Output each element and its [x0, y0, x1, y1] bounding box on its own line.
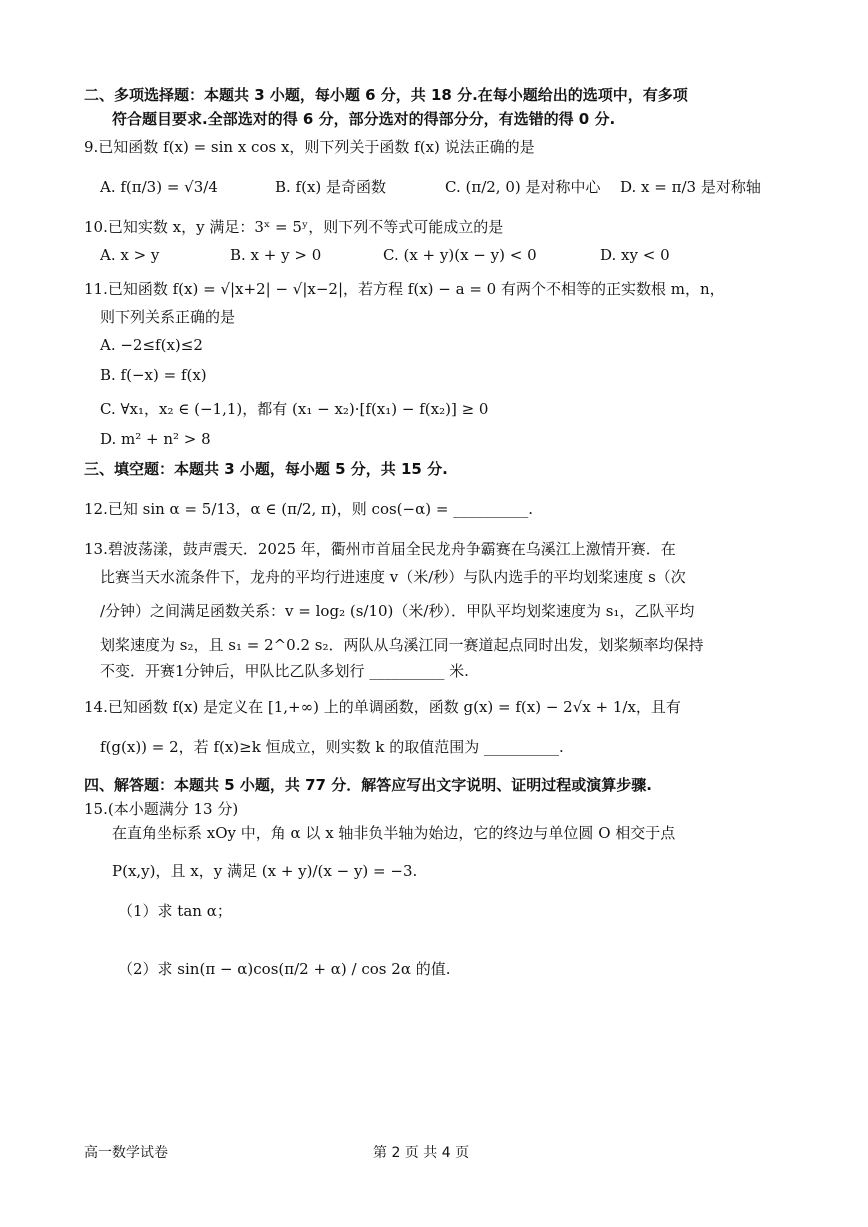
q9-stem: 9.已知函数 f(x) = sin x cos x，则下列关于函数 f(x) 说法正确的是 — [84, 138, 535, 156]
q15-title: 15.(本小题满分 13 分) — [84, 800, 239, 818]
q13-line3: /分钟）之间满足函数关系：v = log₂ (s/10)（米/秒）．甲队平均划桨速度为 s₁，乙队平均 — [100, 602, 695, 620]
q11-option-c: C. ∀x₁，x₂ ∈ (−1,1)，都有 (x₁ − x₂)·[f(x₁) − f(x₂)] ≥ 0 — [100, 400, 489, 418]
q10-option-c: C. (x + y)(x − y) < 0 — [383, 246, 537, 264]
q12-stem: 12.已知 sin α = 5/13，α ∈ (π/2, π)，则 cos(−α) = __________. — [84, 500, 533, 518]
q11-stem-line1: 11.已知函数 f(x) = √|x+2| − √|x−2|，若方程 f(x) − a = 0 有两个不相等的正实数根 m，n， — [84, 280, 725, 298]
q15-line1: 在直角坐标系 xOy 中，角 α 以 x 轴非负半轴为始边，它的终边与单位圆 O 相交于点 — [112, 824, 676, 842]
q14-line2: f(g(x)) = 2，若 f(x)≥k 恒成立，则实数 k 的取值范围为 __________. — [100, 738, 564, 756]
q9-option-b: B. f(x) 是奇函数 — [275, 178, 387, 196]
q13-line2: 比赛当天水流条件下，龙舟的平均行进速度 v（米/秒）与队内选手的平均划桨速度 s（次 — [100, 568, 686, 586]
q11-option-d: D. m² + n² > 8 — [100, 430, 211, 448]
q15-part2: （2）求 sin(π − α)cos(π/2 + α) / cos 2α 的值. — [118, 960, 451, 978]
q9-option-d: D. x = π/3 是对称轴 — [620, 178, 761, 196]
q13-line4: 划桨速度为 s₂，且 s₁ = 2^0.2 s₂．两队从乌溪江同一赛道起点同时出发，划桨频率均保持 — [100, 636, 704, 654]
q14-line1: 14.已知函数 f(x) 是定义在 [1,+∞) 上的单调函数，函数 g(x) = f(x) − 2√x + 1/x，且有 — [84, 698, 681, 716]
q11-option-b: B. f(−x) = f(x) — [100, 366, 207, 384]
q10-option-b: B. x + y > 0 — [230, 246, 322, 264]
q13-line5: 不变．开赛1分钟后，甲队比乙队多划行 __________ 米. — [100, 662, 469, 680]
q9-option-c: C. (π/2, 0) 是对称中心 — [445, 178, 601, 196]
q10-option-a: A. x > y — [100, 246, 160, 264]
q15-line2: P(x,y)，且 x，y 满足 (x + y)/(x − y) = −3. — [112, 862, 418, 880]
section2-header-line2: 符合题目要求.全部选对的得 6 分，部分选对的得部分分，有选错的得 0 分. — [112, 110, 616, 128]
q10-option-d: D. xy < 0 — [600, 246, 670, 264]
q15-part1: （1）求 tan α； — [118, 902, 232, 920]
section3-header: 三、填空题：本题共 3 小题，每小题 5 分，共 15 分. — [84, 460, 448, 478]
q11-option-a: A. −2≤f(x)≤2 — [100, 336, 203, 354]
q9-option-a: A. f(π/3) = √3/4 — [100, 178, 218, 196]
section4-header: 四、解答题：本题共 5 小题，共 77 分．解答应写出文字说明、证明过程或演算步骤. — [84, 776, 652, 794]
q11-stem-line2: 则下列关系正确的是 — [100, 308, 236, 326]
footer-course-title: 高一数学试卷 — [84, 1145, 168, 1161]
footer-page-number: 第 2 页 共 4 页 — [373, 1145, 470, 1161]
q13-line1: 13.碧波荡漾，鼓声震天．2025 年，衢州市首届全民龙舟争霸赛在乌溪江上激情开赛．在 — [84, 540, 676, 558]
section2-header-line1: 二、多项选择题：本题共 3 小题，每小题 6 分，共 18 分.在每小题给出的选项中，有多项 — [84, 86, 688, 104]
q10-stem: 10.已知实数 x，y 满足：3ˣ = 5ʸ，则下列不等式可能成立的是 — [84, 218, 504, 236]
